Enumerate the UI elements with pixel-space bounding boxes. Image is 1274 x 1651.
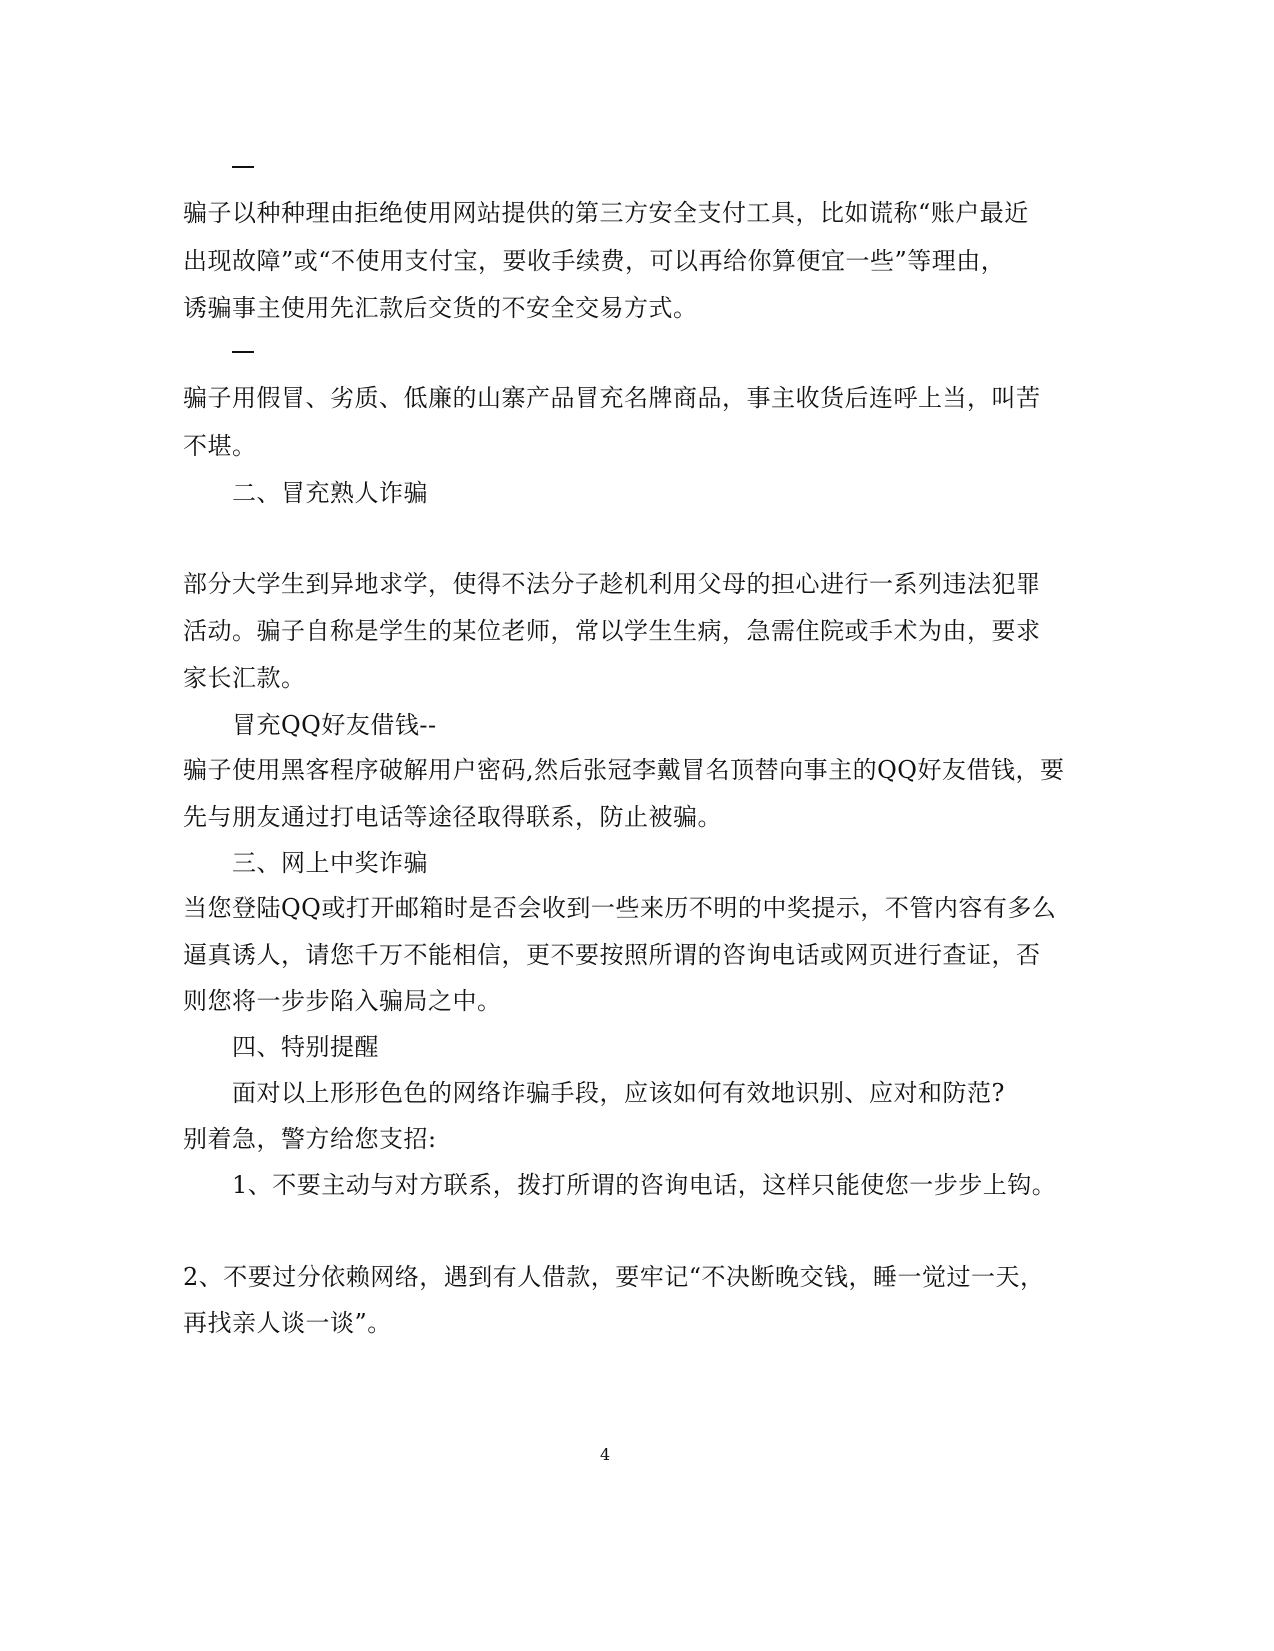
section-heading: 三、网上中奖诈骗 [232, 849, 428, 877]
list-item: 2、不要过分依赖网络，遇到有人借款，要牢记“不决断晚交钱，睡一觉过一天， [183, 1263, 1045, 1291]
text-line: 则您将一步步陷入骗局之中。 [183, 987, 502, 1015]
text-line: 不堪。 [183, 432, 257, 460]
text-line: 面对以上形形色色的网络诈骗手段，应该如何有效地识别、应对和防范? [232, 1079, 1005, 1107]
text-line: 诱骗事主使用先汇款后交货的不安全交易方式。 [183, 294, 698, 322]
text-line: 先与朋友通过打电话等途径取得联系，防止被骗。 [183, 803, 722, 831]
text-line: 再找亲人谈一谈”。 [183, 1309, 392, 1337]
text-line: 出现故障”或“不使用支付宝，要收手续费，可以再给你算便宜一些”等理由， [183, 247, 1006, 275]
text-line: 骗子以种种理由拒绝使用网站提供的第三方安全支付工具，比如谎称“账户最近 [183, 199, 1029, 227]
section-heading: 二、冒充熟人诈骗 [232, 479, 428, 507]
text-line: 冒充QQ好友借钱-- [232, 711, 437, 739]
text-line: 活动。骗子自称是学生的某位老师，常以学生生病，急需住院或手术为由，要求 [183, 617, 1041, 645]
text-line: 骗子用假冒、劣质、低廉的山寨产品冒充名牌商品，事主收货后连呼上当，叫苦 [183, 384, 1041, 412]
text-line: 部分大学生到异地求学，使得不法分子趁机利用父母的担心进行一系列违法犯罪 [183, 570, 1041, 598]
section-heading: 四、特别提醒 [232, 1033, 379, 1061]
dash-mark-1 [232, 166, 254, 168]
text-line: 当您登陆QQ或打开邮箱时是否会收到一些来历不明的中奖提示，不管内容有多么 [183, 894, 1057, 922]
list-item: 1、不要主动与对方联系，拨打所谓的咨询电话，这样只能使您一步步上钩。 [232, 1171, 1057, 1199]
dash-mark-2 [232, 351, 254, 353]
page-number: 4 [600, 1445, 611, 1464]
text-line: 家长汇款。 [183, 664, 306, 692]
text-line: 骗子使用黑客程序破解用户密码,然后张冠李戴冒名顶替向事主的QQ好友借钱，要 [183, 756, 1065, 784]
text-line: 别着急，警方给您支招: [183, 1125, 437, 1153]
text-line: 逼真诱人，请您千万不能相信，更不要按照所谓的咨询电话或网页进行查证，否 [183, 941, 1041, 969]
